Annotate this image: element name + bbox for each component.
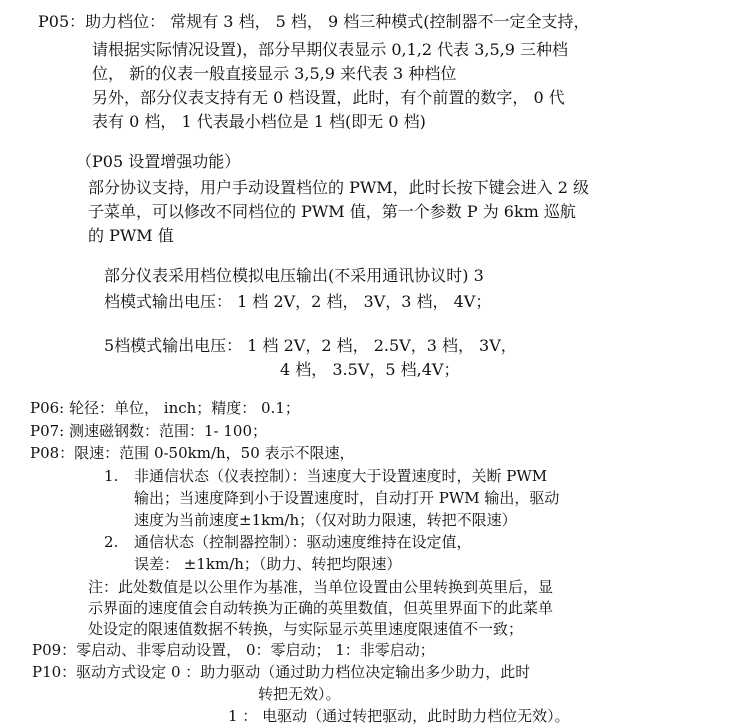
p08-item2-number: 2. — [104, 533, 119, 551]
voltage-line-2: 档模式输出电压： 1 档 2V，2 档， 3V，3 档， 4V； — [104, 292, 492, 311]
p10-line-2: 转把无效）。 — [258, 685, 341, 703]
p08-item1-line-2: 输出；当速度降到小于设置速度时，自动打开 PWM 输出，驱动 — [134, 489, 560, 507]
voltage-line-4: 4 档， 3.5V，5 档,4V； — [280, 360, 460, 379]
p08-item1-line-1: 非通信状态（仪表控制）：当速度大于设置速度时，关断 PWM — [134, 467, 548, 485]
p05-enhanced-line-1: 部分协议支持，用户手动设置档位的 PWM，此时长按下键会进入 2 级 — [88, 178, 590, 197]
p08-item1-line-3: 速度为当前速度±1km/h；（仅对助力限速，转把不限速） — [134, 511, 517, 529]
voltage-line-1: 部分仪表采用档位模拟电压输出(不采用通讯协议时) 3 — [104, 266, 484, 285]
p07-line: P07: 测速磁钢数：范围：1- 100； — [30, 422, 268, 440]
p08-item1-number: 1. — [104, 467, 119, 485]
p10-line-3: 1 ： 电驱动（通过转把驱动，此时助力档位无效）。 — [228, 707, 570, 725]
p08-note-line-1: 注：此处数值是以公里作为基准，当单位设置由公里转换到英里后，显 — [88, 578, 554, 596]
voltage-line-3: 5档模式输出电压： 1 档 2V，2 档， 2.5V，3 档， 3V， — [104, 336, 517, 355]
p05-line-5: 表有 0 档， 1 代表最小档位是 1 档(即无 0 档) — [92, 112, 426, 131]
p05-line-2: 请根据实际情况设置)，部分早期仪表显示 0,1,2 代表 3,5,9 三种档 — [92, 40, 569, 59]
p05-enhanced-line-2: 子菜单，可以修改不同档位的 PWM 值，第一个参数 P 为 6km 巡航 — [88, 202, 576, 221]
p10-line: P10：驱动方式设定 0 ：助力驱动（通过助力档位决定输出多少助力，此时 — [32, 663, 531, 681]
p05-enhanced-title: （P05 设置增强功能） — [76, 152, 241, 171]
p08-item2-line-2: 误差： ±1km/h；（助力、转把均限速） — [134, 555, 402, 573]
p05-line-4: 另外，部分仪表支持有无 0 档设置，此时，有个前置的数字， 0 代 — [92, 88, 565, 107]
p08-line: P08：限速：范围 0-50km/h，50 表示不限速， — [30, 444, 355, 462]
p06-line: P06: 轮径：单位， inch；精度： 0.1； — [30, 399, 300, 417]
p08-item2-line-1: 通信状态（控制器控制）：驱动速度维持在设定值， — [134, 533, 472, 551]
p08-note-line-2: 示界面的速度值会自动转换为正确的英里数值，但英里界面下的此菜单 — [88, 599, 554, 617]
p09-line: P09：零启动、非零启动设置， 0：零启动； 1：非零启动； — [32, 641, 435, 659]
p05-line-3: 位， 新的仪表一般直接显示 3,5,9 来代表 3 种档位 — [92, 64, 457, 83]
p05-enhanced-line-3: 的 PWM 值 — [88, 226, 174, 245]
p08-note-line-3: 处设定的限速值数据不转换，与实际显示英里速度限速值不一致； — [88, 620, 524, 638]
p05-line-1: P05：助力档位： 常规有 3 档， 5 档， 9 档三种模式(控制器不一定全支持， — [38, 12, 590, 31]
